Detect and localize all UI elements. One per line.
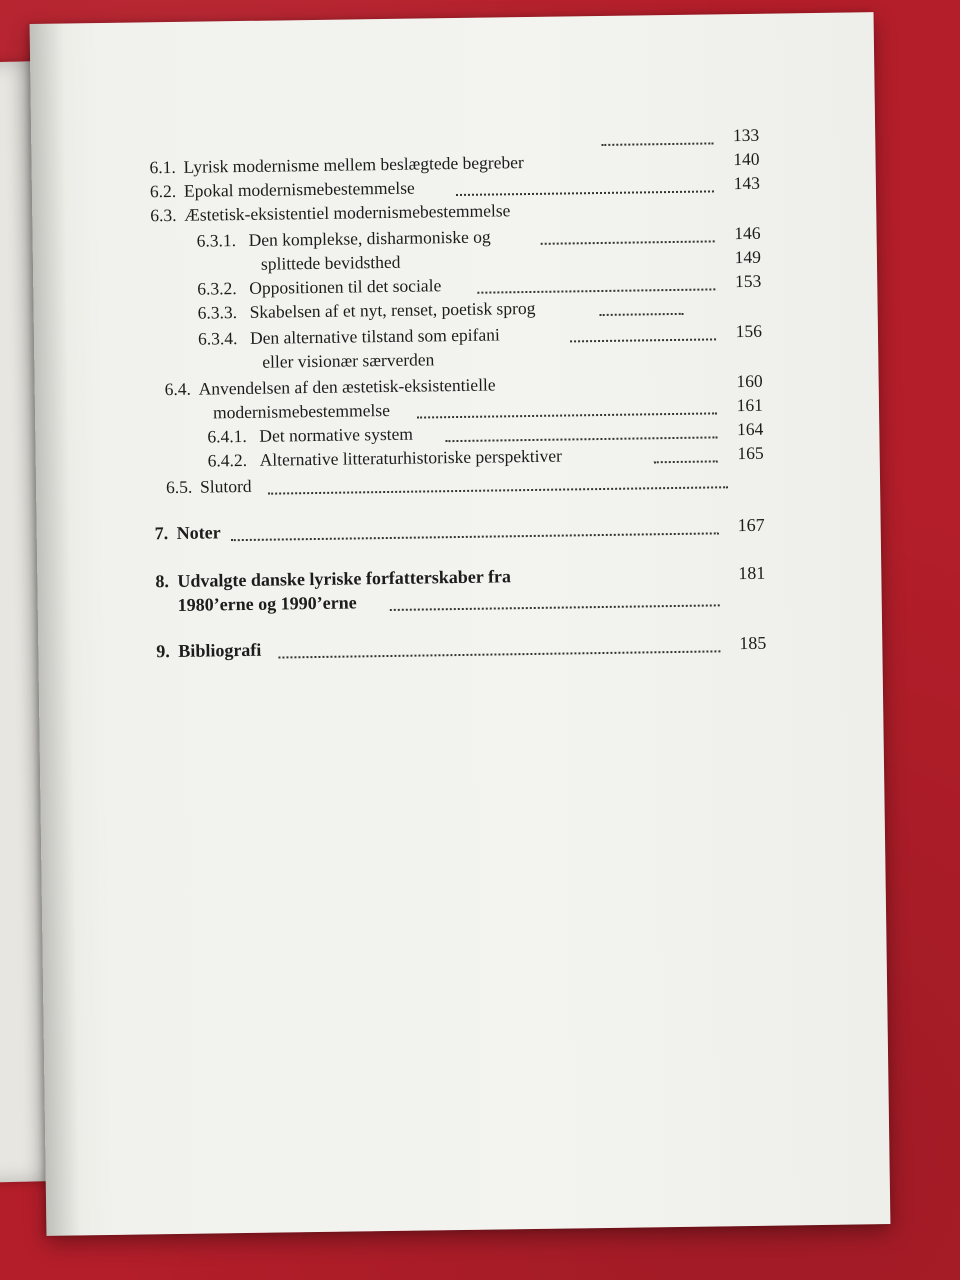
dot-leader [570, 318, 716, 342]
toc-page-number: 160 [736, 370, 763, 392]
toc-label: eller visionær særverden [262, 349, 435, 372]
toc-label: 1980’erne og 1990’erne [177, 592, 357, 615]
toc-page-number: 140 [733, 148, 760, 170]
toc-number: 6.3. [150, 204, 177, 226]
dot-leader [417, 392, 717, 418]
toc-label: Slutord [199, 475, 252, 497]
toc-page-number: 165 [737, 442, 764, 464]
toc-page-number: 161 [736, 394, 764, 416]
toc-page-number: 164 [736, 418, 764, 440]
dot-leader [456, 170, 714, 196]
toc-page-number: 167 [737, 514, 765, 536]
toc-number: 6.3.1. [196, 230, 237, 251]
toc-label: Bibliografi [178, 639, 262, 661]
toc-label: Epokal modernismebestemmelse [183, 177, 415, 201]
book-page [30, 12, 891, 1236]
toc-number: 6.5. [165, 476, 193, 498]
toc-number: 7. [154, 523, 169, 544]
toc-label: Alternative litteraturhistoriske perspektiver [259, 445, 563, 470]
toc-number: 6.2. [149, 180, 177, 202]
toc-row [155, 512, 765, 547]
toc-page-number: 133 [732, 124, 760, 146]
toc-page-number: 149 [734, 246, 762, 268]
toc-label: Skabelsen af et nyt, renset, poetisk sprog [249, 297, 536, 322]
toc-label: splittede bevidsthed [260, 251, 401, 274]
toc-label: Den alternative tilstand som epifani [249, 324, 500, 348]
toc-label: Æstetisk-eksistentiel modernismebestemmelse [184, 200, 511, 225]
dot-leader [477, 268, 715, 293]
dot-leader [231, 512, 719, 541]
dot-leader [599, 293, 683, 316]
dot-leader [540, 220, 714, 244]
toc-number: 6.4.1. [207, 425, 247, 447]
toc-number: 6.4. [164, 378, 192, 400]
toc-number: 9. [156, 641, 170, 662]
toc-number: 6.1. [149, 156, 176, 178]
dot-leader [601, 122, 713, 146]
toc-row [156, 630, 766, 665]
toc-page-number: 185 [739, 632, 767, 654]
toc-label: Udvalgte danske lyriske forfatterskaber fra [177, 566, 512, 591]
toc-number: 6.3.2. [197, 278, 237, 299]
dot-leader [445, 416, 717, 442]
dot-leader [278, 630, 720, 658]
dot-leader [390, 584, 720, 611]
toc-number: 6.4.2. [207, 449, 248, 471]
toc-page-number: 153 [734, 270, 762, 292]
table-of-contents [149, 122, 767, 662]
toc-label: Det normative system [259, 423, 414, 446]
toc-page-number: 156 [735, 320, 763, 342]
toc-label: Den komplekse, disharmoniske og [248, 226, 491, 250]
toc-page-number: 146 [734, 222, 761, 244]
toc-page-number: 143 [733, 172, 761, 194]
toc-label: Anvendelsen af den æstetisk-eksistentielle [198, 374, 496, 399]
toc-number: 8. [155, 571, 170, 592]
toc-label: modernismebestemmelse [212, 399, 391, 423]
toc-label: Noter [176, 522, 221, 543]
toc-number: 6.3.4. [197, 328, 238, 349]
toc-label: Lyrisk modernisme mellem beslægtede begreber [183, 152, 524, 177]
toc-page-number: 181 [738, 562, 766, 584]
toc-number: 6.3.3. [197, 302, 238, 323]
toc-label: Oppositionen til det sociale [249, 275, 442, 298]
dot-leader [653, 440, 717, 463]
